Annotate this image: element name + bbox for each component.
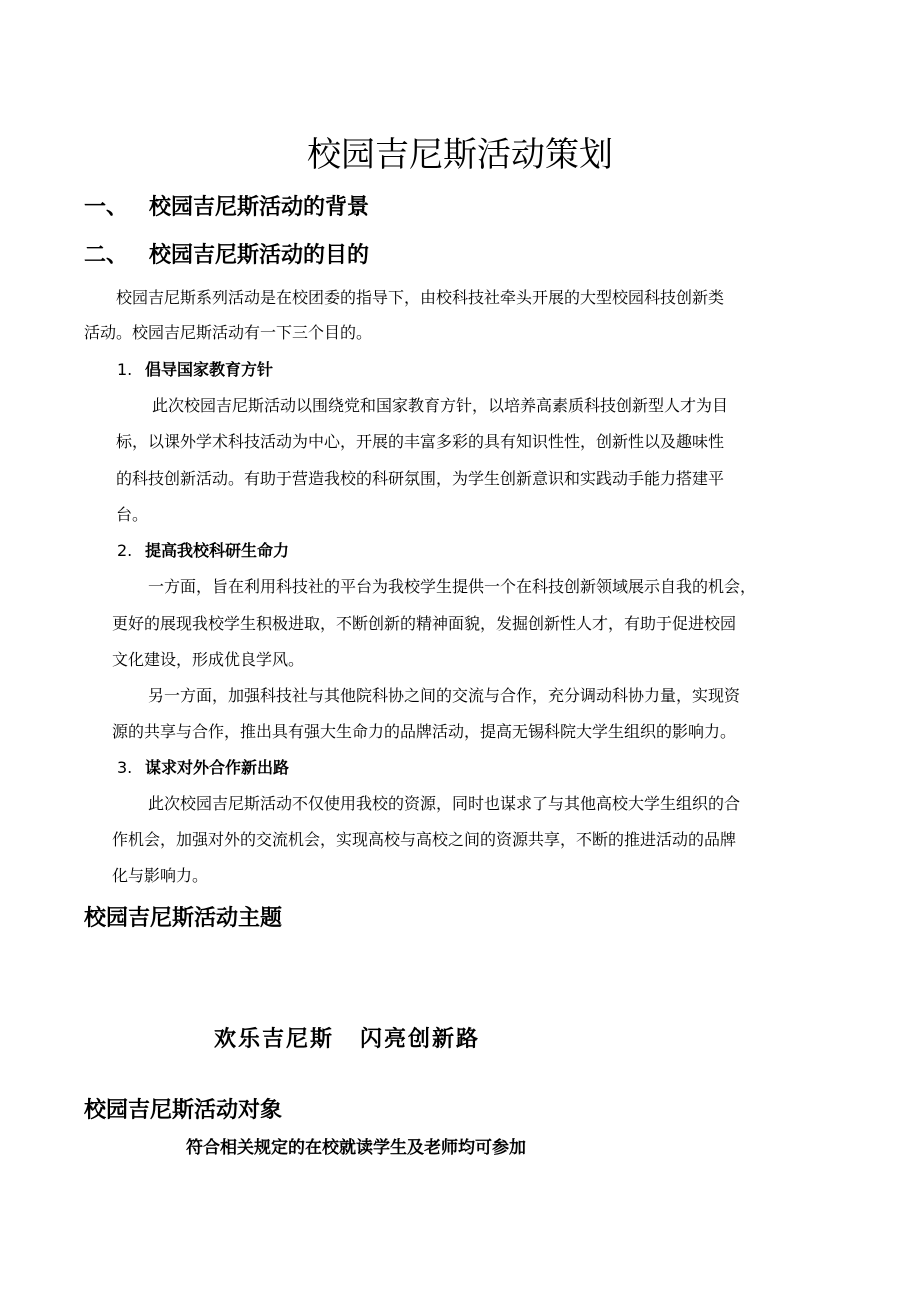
goal-heading-3 — [117, 756, 289, 780]
goal-number: 1. — [117, 360, 133, 379]
audience-text: 符合相关规定的在校就读学生及老师均可参加 — [186, 1138, 526, 1158]
theme-slogan-part2: 闪亮创新路 — [360, 1026, 481, 1052]
paragraph-line: 此次校园吉尼斯活动以围绕党和国家教育方针，以培养高素质科技创新型人才为目 — [152, 396, 729, 415]
paragraph-line: 文化建设，形成优良学风。 — [112, 650, 305, 669]
paragraph-line: 此次校园吉尼斯活动不仅使用我校的资源，同时也谋求了与其他高校大学生组织的合 — [148, 794, 741, 813]
section-title: 校园吉尼斯活动的目的 — [149, 243, 370, 268]
paragraph-line: 更好的展现我校学生积极进取，不断创新的精神面貌，发掘创新性人才，有助于促进校园 — [112, 614, 737, 633]
document-title: 校园吉尼斯活动策划 — [307, 135, 613, 175]
goal-title: 提高我校科研生命力 — [145, 541, 290, 560]
paragraph-line: 另一方面，加强科技社与其他院科协之间的交流与合作，充分调动科协力量，实现资 — [148, 686, 741, 705]
theme-slogan-part1: 欢乐吉尼斯 — [214, 1026, 335, 1052]
goal-number: 2. — [117, 541, 133, 560]
paragraph-line: 作机会，加强对外的交流机会，实现高校与高校之间的资源共享，不断的推进活动的品牌 — [112, 830, 737, 849]
paragraph-line: 标，以课外学术科技活动为中心，开展的丰富多彩的具有知识性性，创新性以及趣味性 — [116, 432, 725, 451]
paragraph-line: 一方面，旨在利用科技社的平台为我校学生提供一个在科技创新领域展示自我的机会， — [148, 577, 757, 596]
theme-heading: 校园吉尼斯活动主题 — [84, 906, 283, 931]
goal-title: 谋求对外合作新出路 — [145, 758, 290, 777]
audience-heading: 校园吉尼斯活动对象 — [84, 1098, 283, 1123]
paragraph-line: 活动。校园吉尼斯活动有一下三个目的。 — [84, 323, 373, 342]
section-number: 一、 — [84, 195, 129, 220]
paragraph-line: 的科技创新活动。有助于营造我校的科研氛围，为学生创新意识和实践动手能力搭建平 — [116, 469, 725, 488]
goal-heading-1 — [117, 358, 273, 382]
goal-number: 3. — [117, 758, 133, 777]
section-heading-purpose — [84, 241, 369, 271]
goal-title: 倡导国家教育方针 — [145, 360, 274, 379]
section-title: 校园吉尼斯活动的背景 — [149, 195, 370, 220]
paragraph-line: 化与影响力。 — [112, 866, 209, 885]
section-heading-background — [84, 193, 369, 223]
paragraph-line: 源的共享与合作，推出具有强大生命力的品牌活动，提高无锡科院大学生组织的影响力。 — [112, 722, 737, 741]
goal-heading-2 — [117, 539, 289, 563]
paragraph-line: 台。 — [116, 505, 149, 524]
paragraph-line: 校园吉尼斯系列活动是在校团委的指导下，由校科技社牵头开展的大型校园科技创新类 — [116, 288, 725, 307]
theme-slogan — [214, 1023, 480, 1055]
section-number: 二、 — [84, 243, 129, 268]
